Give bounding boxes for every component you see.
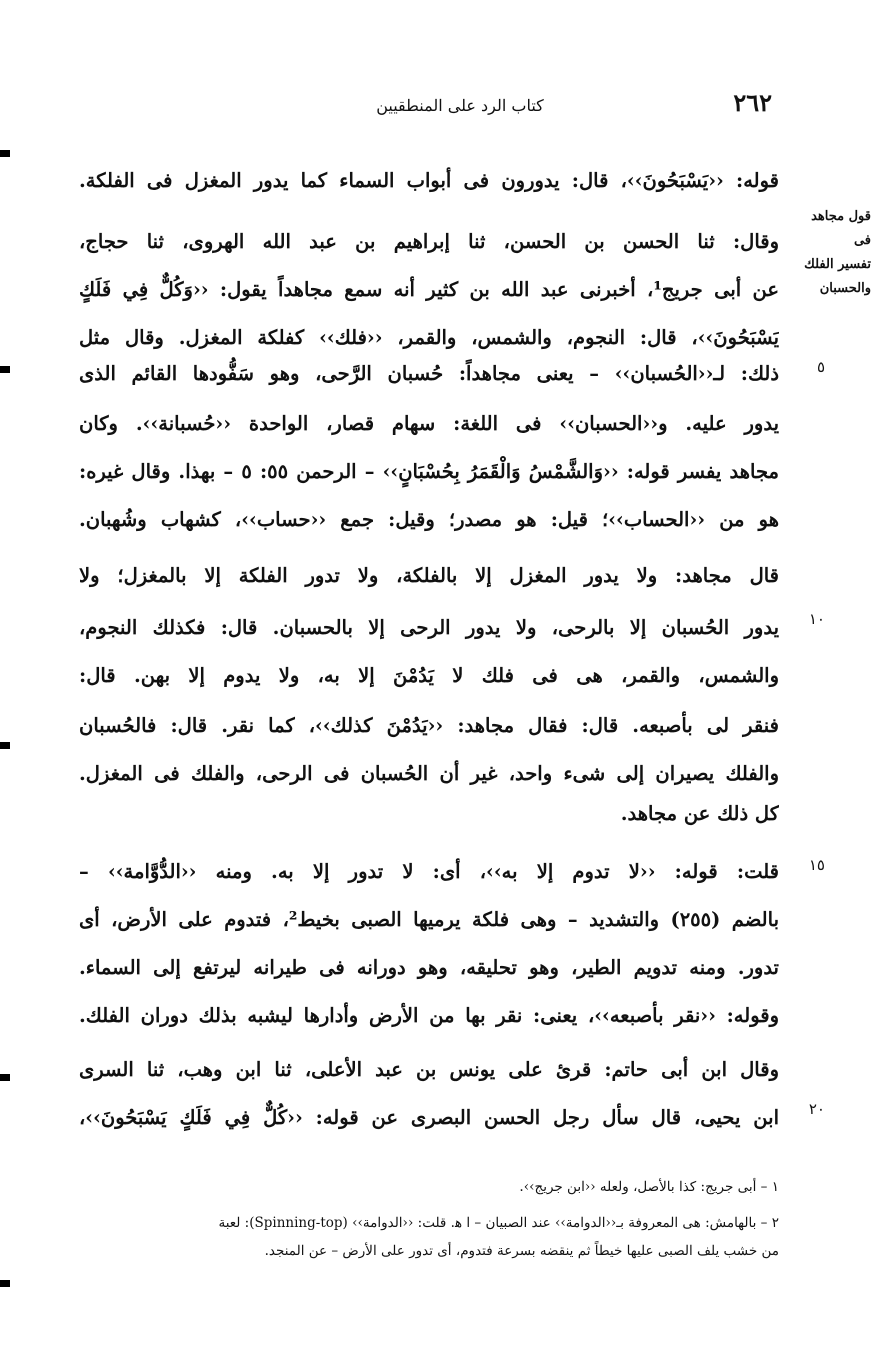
text-line: تدور. ومنه تدويم الطير، وهو تحليقه، وهو دورانه فى طيرانه ليرتفع إلى السماء. (79, 956, 779, 979)
text-line: قلت: قوله: ‹‹لا تدوم إلا به››، أى: لا تدور إلا به. ومنه ‹‹الدُّوَّامة›› – (79, 860, 779, 883)
text-line: والفلك يصيران إلى شىء واحد، غير أن الحُسبان فى الرحى، والفلك فى المغزل. (79, 762, 779, 785)
margin-note-line: تفسير الفلك (804, 257, 871, 272)
text-line: قوله: ‹‹يَسْبَحُونَ››، قال: يدورون فى أبواب السماء كما يدور المغزل فى الفلكة. (79, 169, 779, 192)
text-line: يَسْبَحُونَ››، قال: النجوم، والشمس، والقمر، ‹‹فلك›› كفلكة المغزل. وقال مثل (79, 326, 779, 349)
text-line: كل ذلك عن مجاهد. (620, 802, 779, 825)
text-line: هو من ‹‹الحساب››؛ قيل: هو مصدر؛ وقيل: جمع ‹‹حساب››، كشهاب وشُهبان. (79, 508, 779, 531)
text-line: مجاهد يفسر قوله: ‹‹وَالشَّمْسُ وَالْقَمَرُ بِحُسْبَانٍ›› – الرحمن ٥٥: ٥ – بهذا. وقال غيره: (79, 460, 779, 483)
scan-edge-mark (0, 1074, 10, 1081)
line-number: ١٠ (808, 610, 825, 628)
line-number: ١٥ (808, 856, 825, 874)
margin-note (791, 205, 871, 301)
text-line: بالضم (٢٥٥) والتشديد – وهى فلكة يرميها الصبى بخيط²، فتدوم على الأرض، أى (79, 908, 779, 931)
text-line: وقال ابن أبى حاتم: قرئ على يونس بن عبد الأعلى، ثنا ابن وهب، ثنا السرى (79, 1058, 779, 1081)
margin-note-line: قول مجاهد فى (811, 209, 871, 248)
running-title: كتاب الرد على المنطقيين (376, 96, 544, 115)
footnote: ٢ – بالهامش: هى المعروفة بـ‹‹الدوامة›› عند الصبيان – ا ﻫ. قلت: ‹‹الدوامة›› (Spinning-top): لعبة (218, 1215, 779, 1231)
text-line: وقوله: ‹‹نقر بأصبعه››، يعنى: نقر بها من الأرض وأدارها ليشبه بذلك دوران الفلك. (79, 1004, 779, 1027)
text-line: وقال: ثنا الحسن بن الحسن، ثنا إبراهيم بن عبد الله الهروى، ثنا حجاج، (79, 230, 779, 253)
page-header (80, 88, 780, 128)
scan-edge-mark (0, 150, 10, 157)
text-line: والشمس، والقمر، هى فى فلك لا يَدُمْنَ إلا به، ولا يدوم إلا بهن. قال: (79, 664, 779, 687)
footnote: ١ – أبى جريج: كذا بالأصل، ولعله ‹‹ابن جريج››. (519, 1179, 779, 1195)
text-line: يدور الحُسبان إلا بالرحى، ولا يدور الرحى إلا بالحسبان. قال: فكذلك النجوم، (79, 616, 779, 639)
text-line: فنقر لى بأصبعه. قال: فقال مجاهد: ‹‹يَدُمْنَ كذلك››، كما نقر. قال: فالحُسبان (79, 714, 779, 737)
scan-edge-mark (0, 742, 10, 749)
text-line: قال مجاهد: ولا يدور المغزل إلا بالفلكة، ولا تدور الفلكة إلا بالمغزل؛ ولا (79, 564, 779, 587)
footnote: من خشب يلف الصبى عليها خيطاً ثم ينقضه بسرعة فتدوم، أى تدور على الأرض – عن المنجد. (264, 1243, 779, 1259)
scan-edge-mark (0, 1280, 10, 1287)
line-number: ٥ (816, 358, 825, 376)
page-number: ٢٦٢ (733, 88, 772, 117)
margin-note-line: والحسبان (819, 281, 871, 296)
scan-edge-mark (0, 366, 10, 373)
text-line: عن أبى جريج¹، أخبرنى عبد الله بن كثير أنه سمع مجاهداً يقول: ‹‹وَكُلٌّ فِي فَلَكٍ (79, 278, 779, 301)
line-number: ٢٠ (808, 1100, 825, 1118)
text-line: يدور عليه. و‹‹الحسبان›› فى اللغة: سهام قصار، الواحدة ‹‹حُسبانة››. وكان (79, 412, 779, 435)
text-line: ابن يحيى، قال سأل رجل الحسن البصرى عن قوله: ‹‹كُلٌّ فِي فَلَكٍ يَسْبَحُونَ››، (79, 1106, 779, 1129)
text-line: ذلك: لـ‹‹الحُسبان›› – يعنى مجاهداً: حُسبان الرَّحى، وهو سَفُّودها القائم الذى (79, 362, 779, 385)
